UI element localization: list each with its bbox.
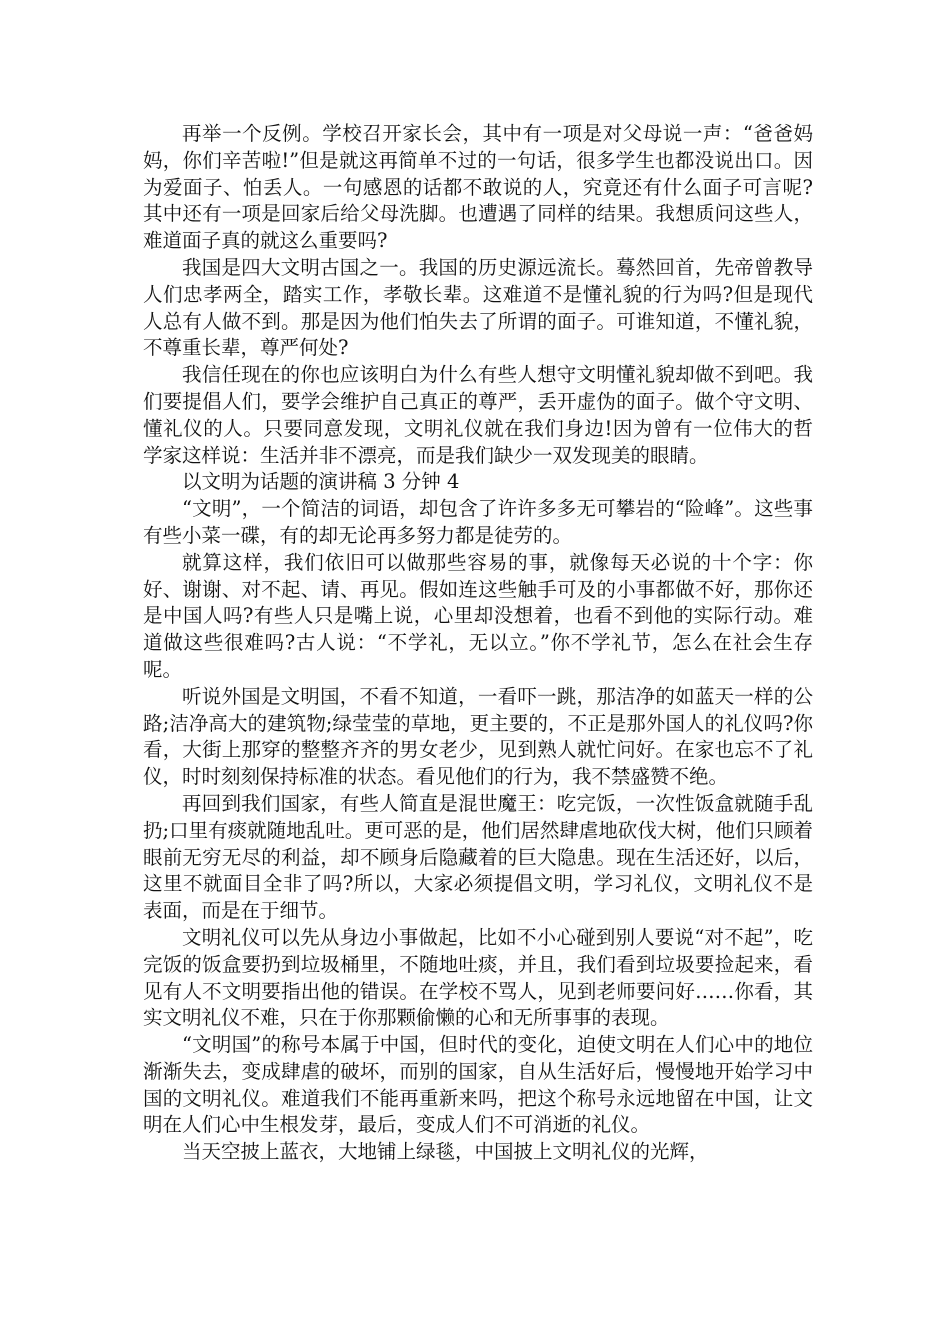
paragraph: 当天空披上蓝衣，大地铺上绿毯，中国披上文明礼仪的光辉， [182,1140,709,1164]
paragraph: 再回到我们国家，有些人简直是混世魔王：吃完饭，一次性饭盒就随手乱扔;口里有痰就随地乱吐。更可恶的是，他们居然肆虐地砍伐大树，他们只顾着眼前无穷无尽的利益，却不顾身后隐藏着的巨大隐患。现在生活还好，以后，这里不就面目全非了吗?所以，大家必须提倡文明，学习礼仪，文明礼仪不是表面，而是在于细节。 [143,791,813,923]
paragraph: 我国是四大文明古国之一。我国的历史源远流长。蓦然回首，先帝曾教导人们忠孝两全，踏实工作，孝敬长辈。这难道不是懂礼貌的行为吗?但是现代人总有人做不到。那是因为他们怕失去了所谓的面子。可谁知道，不懂礼貌，不尊重长辈，尊严何处? [143,255,813,360]
paragraph: 再举一个反例。学校召开家长会，其中有一项是对父母说一声：“爸爸妈妈，你们辛苦啦!”但是就这再简单不过的一句话，很多学生也都没说出口。因为爱面子、怕丢人。一句感恩的话都不敢说的人，究竟还有什么面子可言呢?其中还有一项是回家后给父母洗脚。也遭遇了同样的结果。我想质问这些人，难道面子真的就这么重要吗? [143,122,813,253]
paragraph: 我信任现在的你也应该明白为什么有些人想守文明懂礼貌却做不到吧。我们要提倡人们，要学会维护自己真正的尊严，丢开虚伪的面子。做个守文明、懂礼仪的人。只要同意发现，文明礼仪就在我们身边!因为曾有一位伟大的哲学家这样说：生活并非不漂亮，而是我们缺少一双发现美的眼睛。 [143,363,813,467]
paragraph: 听说外国是文明国，不看不知道，一看吓一跳，那洁净的如蓝天一样的公路;洁净高大的建筑物;绿莹莹的草地，更主要的，不正是那外国人的礼仪吗?你看，大街上那穿的整整齐齐的男女老少，见到熟人就忙问好。在家也忘不了礼仪，时时刻刻保持标准的状态。看见他们的行为，我不禁盛赞不绝。 [143,684,813,789]
paragraph: 文明礼仪可以先从身边小事做起，比如不小心碰到别人要说“对不起”，吃完饭的饭盒要扔到垃圾桶里，不随地吐痰，并且，我们看到垃圾要捡起来，看见有人不文明要指出他的错误。在学校不骂人，见到老师要问好……你看，其实文明礼仪不难，只在于你那颗偷懒的心和无所事事的表现。 [143,925,813,1030]
document-body [143,121,813,1166]
paragraph: 就算这样，我们依旧可以做那些容易的事，就像每天必说的十个字：你好、谢谢、对不起、请、再见。假如连这些触手可及的小事都做不好，那你还是中国人吗?有些人只是嘴上说，心里却没想着，也看不到他的实际行动。难道做这些很难吗?古人说：“不学礼，无以立。”你不学礼节，怎么在社会生存呢。 [143,550,813,681]
paragraph: “文明国”的称号本属于中国，但时代的变化，迫使文明在人们心中的地位渐渐失去，变成肆虐的破坏，而别的国家，自从生活好后，慢慢地开始学习中国的文明礼仪。难道我们不能再重新来吗，把这个称号永远地留在中国，让文明在人们心中生根发芽，最后，变成人们不可消逝的礼仪。 [143,1033,813,1137]
section-heading: 以文明为话题的演讲稿 3 分钟 4 [182,470,460,494]
paragraph: “文明”，一个简洁的词语，却包含了许许多多无可攀岩的“险峰”。这些事有些小菜一碟，有的却无论再多努力都是徒劳的。 [143,497,813,547]
